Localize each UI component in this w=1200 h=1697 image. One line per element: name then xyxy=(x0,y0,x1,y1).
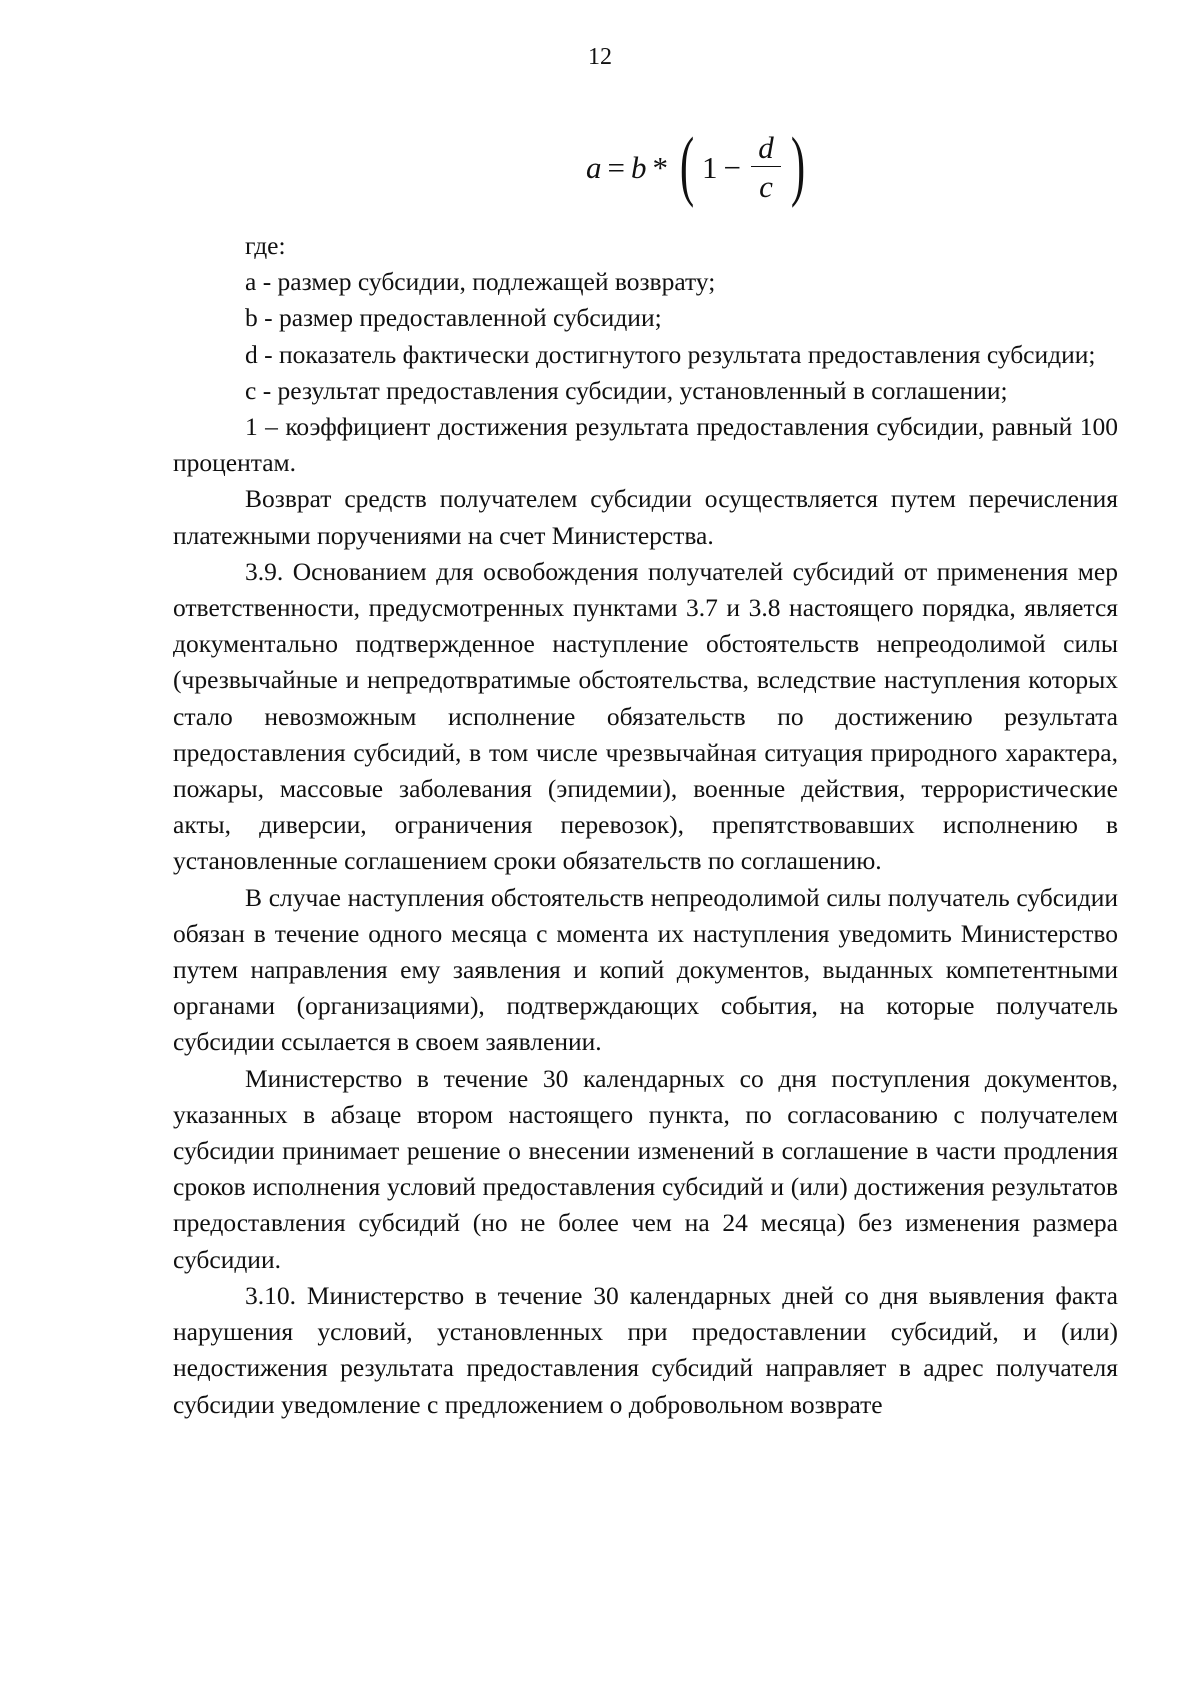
formula-fraction xyxy=(751,130,781,207)
paragraph: a - размер субсидии, подлежащей возврату; xyxy=(245,267,716,297)
formula xyxy=(586,118,811,218)
paragraph: d - показатель фактически достигнутого результата предоставления субсидии; xyxy=(245,339,1096,369)
formula-left-paren: ( xyxy=(679,121,695,208)
paragraph: 3.9. Основанием для освобождения получателей субсидий от применения мер ответственности, предусмотренных пунктами 3.7 и 3.8 настоящего порядка, является документально подтвержденное наступление обстоятельств непреодолимой силы (чрезвычайные и непредотвратимые обстоятельства, вследствие наступления которых стало невозможным исполнение обязательств по достижению результата предоставления субсидий, в том числе чрезвычайная ситуация природного характера, пожары, массовые заболевания (эпидемии), военные действия, террористические акты, диверсии, ограничения перевозок), препятствовавших исполнению в установленные соглашением сроки обязательств по соглашению. xyxy=(173,556,1118,876)
paragraph: где: xyxy=(245,231,286,260)
formula-times: * xyxy=(652,150,668,185)
paragraph: b - размер предоставленной субсидии; xyxy=(245,303,662,333)
paragraph: 3.10. Министерство в течение 30 календарных дней со дня выявления факта нарушения условий, установленных при предоставлении субсидий, и (или) недостижения результата предоставления субсидий направляет в адрес получателя субсидии уведомление с предложением о добровольном возврате xyxy=(173,1280,1118,1419)
document-body xyxy=(173,228,1118,1423)
paragraph: c - результат предоставления субсидии, установленный в соглашении; xyxy=(245,375,1008,405)
formula-denominator: c xyxy=(759,168,773,204)
paragraph: Возврат средств получателем субсидии осуществляется путем перечисления платежными поручениями на счет Министерства. xyxy=(173,484,1118,550)
paragraph: Министерство в течение 30 календарных со дня поступления документов, указанных в абзаце втором настоящего пункта, по согласованию с получателем субсидии принимает решение о внесении изменений в соглашение в части продления сроков исполнения условий предоставления субсидий и (или) достижения результатов предоставления субсидий (но не более чем на 24 месяца) без изменения размера субсидии. xyxy=(173,1063,1118,1274)
formula-right-paren: ) xyxy=(790,121,806,208)
page-number: 12 xyxy=(588,44,612,70)
formula-minus: − xyxy=(723,150,741,185)
formula-b: b xyxy=(630,150,647,185)
paragraph: 1 – коэффициент достижения результата предоставления субсидии, равный 100 процентам. xyxy=(173,412,1118,478)
formula-numerator: d xyxy=(758,129,774,165)
paragraph: В случае наступления обстоятельств непреодолимой силы получатель субсидии обязан в течение одного месяца с момента их наступления уведомить Министерство путем направления ему заявления и копий документов, выданных компетентными органами (организациями), подтверждающих события, на которые получатель субсидии ссылается в своем заявлении. xyxy=(173,882,1118,1057)
formula-equals: = xyxy=(607,150,625,185)
formula-lhs: a xyxy=(586,150,602,185)
formula-one: 1 xyxy=(701,150,718,185)
